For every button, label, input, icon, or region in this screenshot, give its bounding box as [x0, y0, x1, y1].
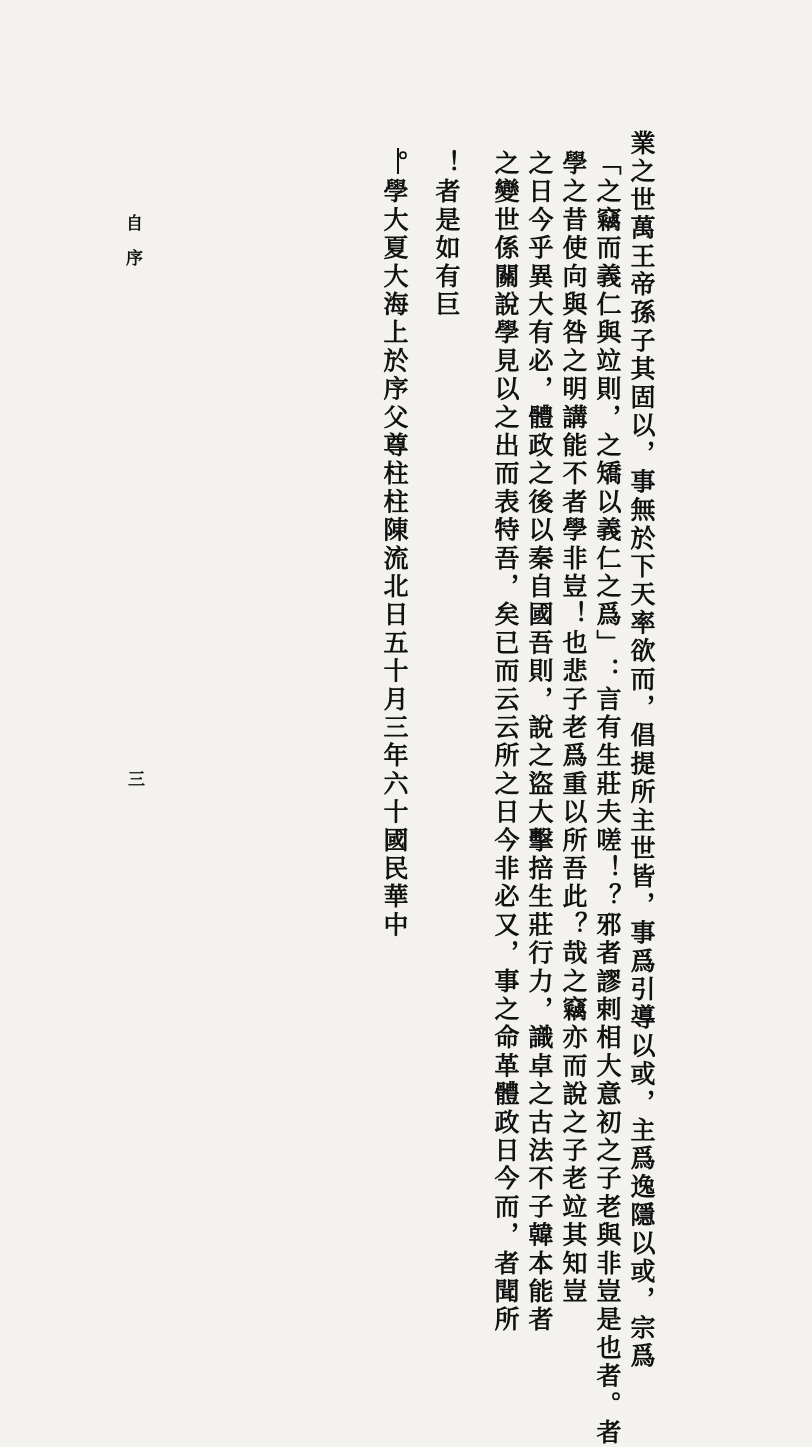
text-column-4: 之日今乎異大有必，體政之後以秦自國吾則，說之盜大擊掊生莊行力，識卓之古法不子韓本能者: [525, 150, 554, 1335]
text-column-2: 「之竊而義仁與竝則，之矯以義仁之爲」：言有生莊夫嗟！？邪者謬剌相大意初之子老與非豈是也者。者: [593, 150, 622, 1447]
running-head: 自序: [122, 214, 142, 284]
date-line: 。學大夏大海上於序父尊柱柱陳流北日五十月三年六十國民華中: [380, 150, 409, 940]
text-column-6: ！者是如有巨: [432, 150, 461, 320]
text-column-5: 之變世係關說學見以之出而表特吾，矣已而云云所之日今非必又，事之命革體政日今而，者聞所: [491, 150, 520, 1335]
page-number: 三: [124, 770, 144, 787]
text-column-1: 業之世萬王帝孫子其固以，事無於下天率欲而，倡提所主世皆，事爲引導以或，主爲逸隱以或，宗爲: [627, 130, 656, 1371]
text-column-3: 學之昔使向與咎之明講能不者學非豈！也悲子老爲重以所吾此？哉之竊亦而說之子老竝其知豈: [559, 150, 588, 1307]
